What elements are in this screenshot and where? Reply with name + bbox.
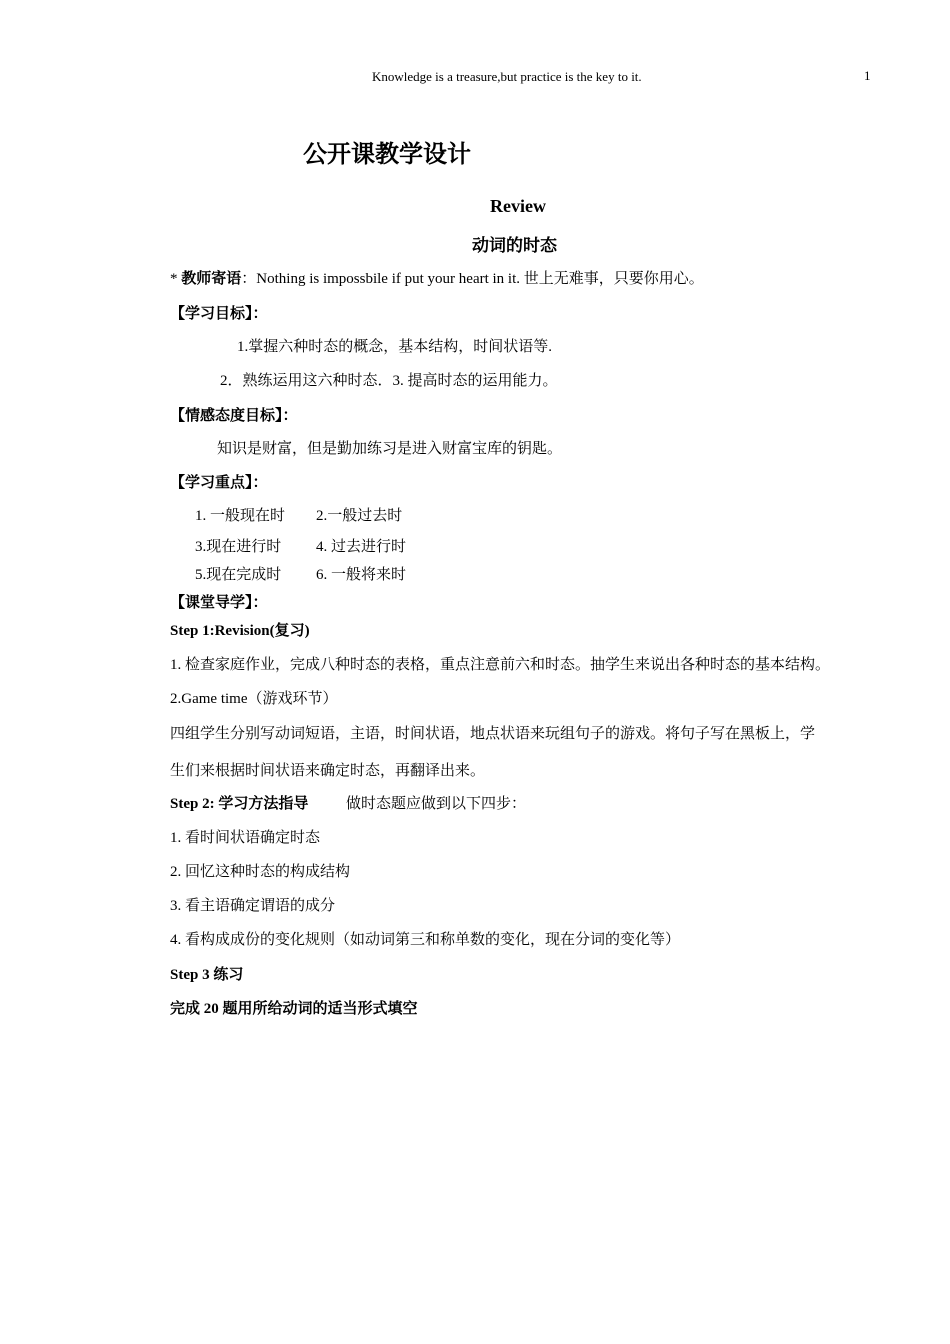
emotion-text: 知识是财富，但是勤加练习是进入财富宝库的钥匙。 <box>217 441 563 457</box>
step1-line: 1. 检查家庭作业，完成八种时态的表格，重点注意前六和时态。抽学生来说出各种时态的基本结构。 <box>170 657 831 673</box>
page-number: 1 <box>864 68 871 83</box>
step2-item: 4. 看构成成份的变化规则（如动词第三和称单数的变化，现在分词的变化等） <box>170 932 681 948</box>
focus-item: 3.现在进行时 <box>195 539 282 555</box>
step2-intro: 做时态题应做到以下四步： <box>346 796 527 812</box>
teacher-words-label: 教师寄语 <box>181 269 242 287</box>
step1-line: 生们来根据时间状语来确定时态，再翻译出来。 <box>170 763 486 779</box>
document-title: 公开课教学设计 <box>303 140 471 168</box>
step2-item: 2. 回忆这种时态的构成结构 <box>170 864 351 880</box>
teacher-words-colon: ： <box>241 271 257 287</box>
star-bullet: * <box>170 271 178 287</box>
guide-heading: 【课堂导学】： <box>170 593 268 611</box>
goal-item-2: 2．熟练运用这六种时态．3. 提高时态的运用能力。 <box>220 373 558 389</box>
step2-item: 3. 看主语确定谓语的成分 <box>170 898 336 914</box>
step3-heading: Step 3 练习 <box>170 967 244 983</box>
step2-heading: Step 2: 学习方法指导 <box>170 796 309 812</box>
focus-item: 2.一般过去时 <box>316 508 403 524</box>
step1-line: 四组学生分别写动词短语，主语，时间状语，地点状语来玩组句子的游戏。将句子写在黑板上，学 <box>170 726 816 742</box>
step1-line: 2.Game time（游戏环节） <box>170 691 338 707</box>
topic-subtitle: 动词的时态 <box>472 236 557 256</box>
focus-item: 4. 过去进行时 <box>316 539 407 555</box>
page-header-motto: Knowledge is a treasure,but practice is the key to it. <box>372 69 642 84</box>
step1-heading: Step 1:Revision(复习) <box>170 623 310 639</box>
focus-item: 5.现在完成时 <box>195 567 282 583</box>
review-heading: Review <box>490 196 546 216</box>
step3-task: 完成 20 题用所给动词的适当形式填空 <box>170 1001 418 1017</box>
focus-item: 1. 一般现在时 <box>195 508 286 524</box>
teacher-words-text: Nothing is impossbile if put your heart in it. 世上无难事，只要你用心。 <box>256 271 704 287</box>
goal-item-1: 1.掌握六种时态的概念，基本结构，时间状语等. <box>237 339 553 355</box>
focus-item: 6. 一般将来时 <box>316 567 407 583</box>
goals-heading: 【学习目标】： <box>170 304 268 322</box>
emotion-heading: 【情感态度目标】： <box>170 406 298 424</box>
teacher-words <box>170 267 704 288</box>
step2-item: 1. 看时间状语确定时态 <box>170 830 321 846</box>
focus-heading: 【学习重点】： <box>170 473 268 491</box>
